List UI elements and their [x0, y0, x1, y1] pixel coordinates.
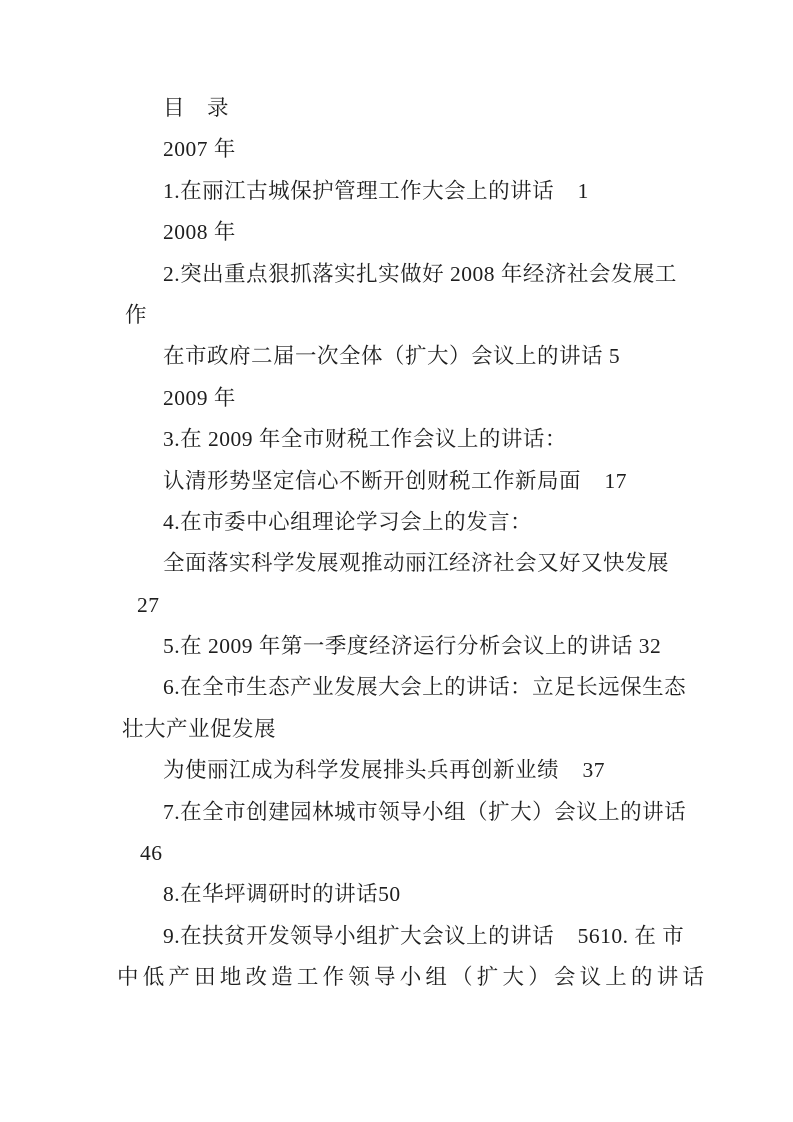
toc-entry-6-line-1: 6.在全市生态产业发展大会上的讲话：立足长远保生态 [163, 675, 687, 700]
toc-year-2007: 2007 年 [163, 137, 236, 162]
toc-entry-7-page-number: 46 [140, 841, 163, 866]
toc-entry-5: 5.在 2009 年第一季度经济运行分析会议上的讲话 32 [163, 634, 662, 659]
toc-entry-3-subtitle: 认清形势坚定信心不断开创财税工作新局面 17 [163, 468, 628, 493]
toc-entry-8: 8.在华坪调研时的讲话50 [163, 882, 401, 907]
toc-entry-4-subtitle: 全面落实科学发展观推动丽江经济社会又好又快发展 [163, 551, 670, 576]
toc-entry-1: 1.在丽江古城保护管理工作大会上的讲话 1 [163, 178, 589, 203]
toc-year-2008: 2008 年 [163, 220, 236, 245]
toc-entry-6-subtitle: 为使丽江成为科学发展排头兵再创新业绩 37 [163, 758, 606, 783]
toc-entry-4-page-number: 27 [137, 592, 160, 617]
toc-title: 目 录 [163, 96, 230, 120]
toc-entry-4-line-1: 4.在市委中心组理论学习会上的发言： [163, 509, 533, 534]
toc-year-2009: 2009 年 [163, 385, 236, 410]
toc-entry-3-line-1: 3.在 2009 年全市财税工作会议上的讲话： [163, 427, 567, 452]
toc-entry-2-subtitle: 在市政府二届一次全体（扩大）会议上的讲话 5 [163, 344, 621, 369]
table-of-contents [0, 88, 793, 999]
toc-entry-7: 7.在全市创建园林城市领导小组（扩大）会议上的讲话 [163, 799, 687, 824]
toc-entry-2-line-1: 2.突出重点狠抓落实扎实做好 2008 年经济社会发展工 [163, 261, 677, 286]
toc-entry-9-line-1: 9.在扶贫开发领导小组扩大会议上的讲话 5610. 在 市 [163, 923, 685, 948]
toc-entry-10-line-2: 中低产田地改造工作领导小组（扩大）会议上的讲话 [117, 965, 709, 990]
toc-entry-6-line-2: 壮大产业促发展 [122, 716, 277, 741]
toc-entry-2-line-2: 作 [125, 302, 148, 327]
